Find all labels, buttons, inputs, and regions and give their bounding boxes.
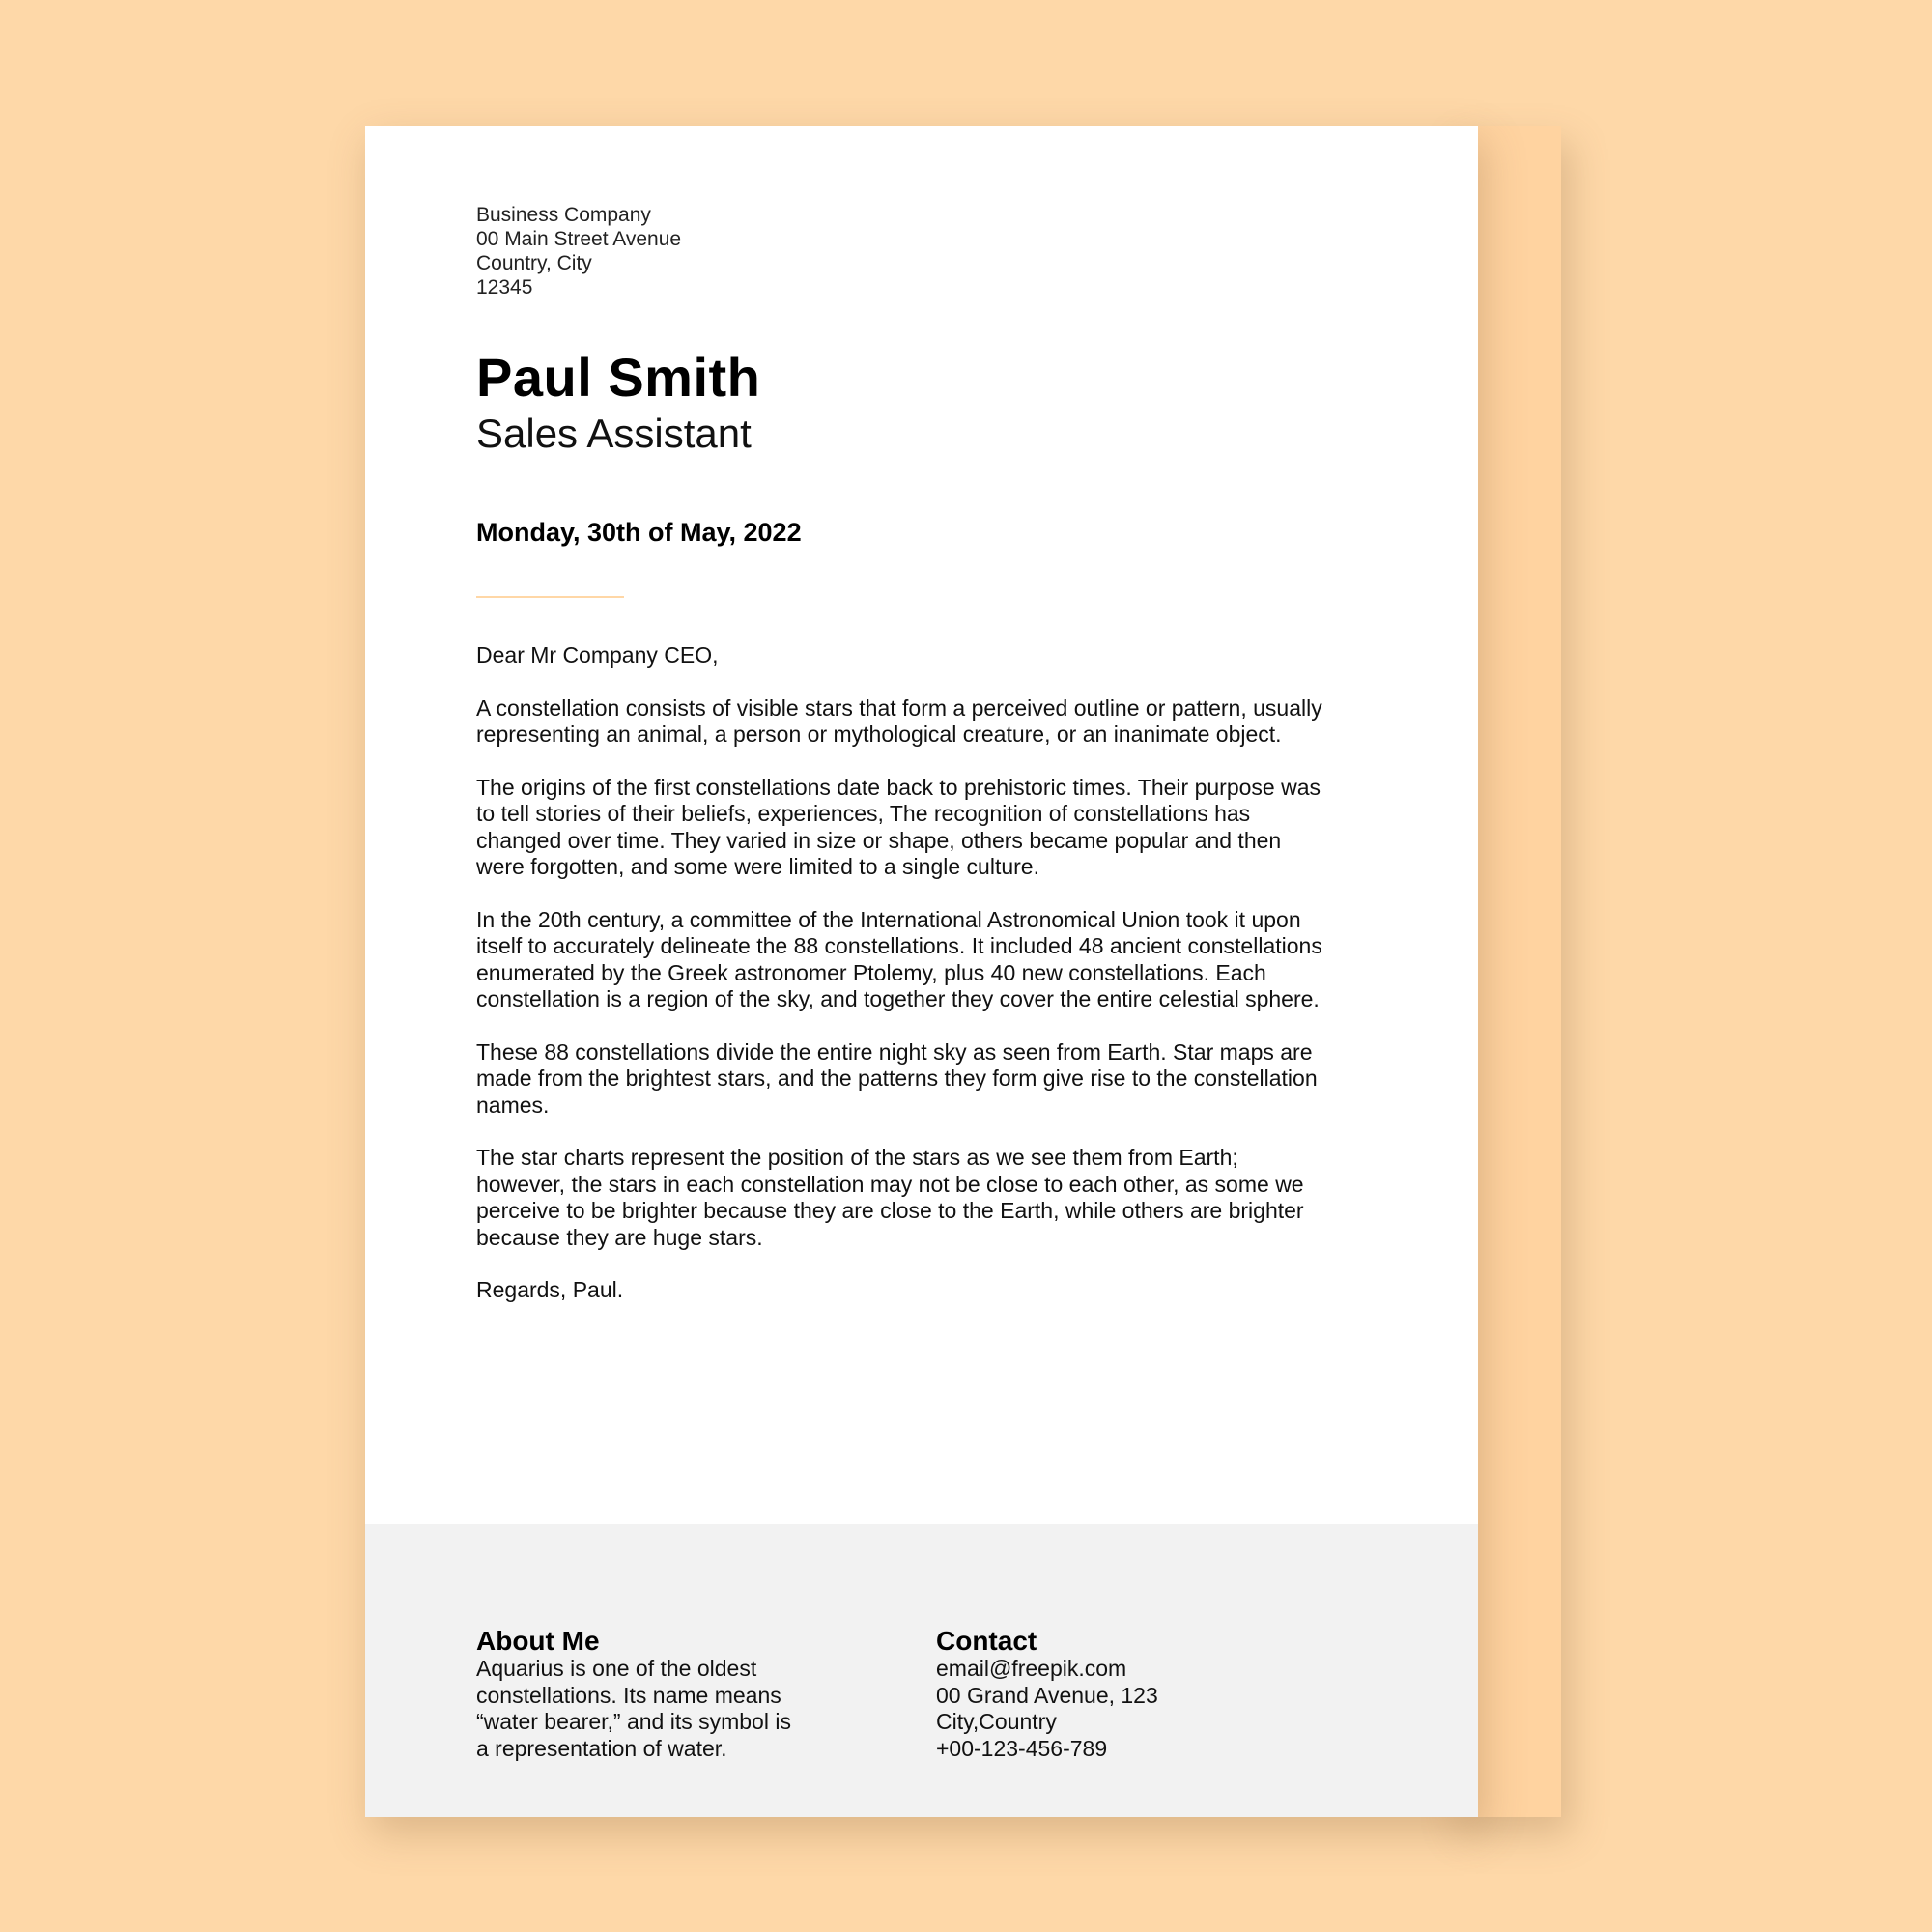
letter-page xyxy=(365,126,1478,1817)
sender-company: Business Company xyxy=(476,204,651,226)
letter-paragraph: These 88 constellations divide the entire night sky as seen from Earth. Star maps are made from the brightest stars, and the patterns they form give rise to the constellation names. xyxy=(476,1038,1318,1118)
sender-street: 00 Main Street Avenue xyxy=(476,228,682,250)
accent-divider xyxy=(476,596,624,598)
contact-email: email@freepik.com xyxy=(936,1656,1127,1681)
contact-phone: +00-123-456-789 xyxy=(936,1735,1108,1761)
letter-paragraph: In the 20th century, a committee of the International Astronomical Union took it upon itself to accurately delineate the 88 constellations. It included 48 ancient constellations enumerated by the Greek astronomer Ptolemy, plus 40 new constellations. Each constellation is a region of the sky, and together they cover the entire celestial sphere. xyxy=(476,906,1322,1011)
about-section xyxy=(476,1627,863,1762)
contact-address: 00 Grand Avenue, 123 xyxy=(936,1682,1158,1708)
author-name: Paul Smith xyxy=(476,347,761,408)
about-line: “water bearer,” and its symbol is xyxy=(476,1709,791,1734)
contact-section xyxy=(936,1627,1322,1762)
letter-paragraph: A constellation consists of visible stars that form a perceived outline or pattern, usually representing an animal, a person or mythological creature, or an inanimate object. xyxy=(476,695,1322,747)
author-job-title: Sales Assistant xyxy=(476,411,752,456)
sender-location: Country, City xyxy=(476,252,592,274)
sender-address xyxy=(476,203,681,299)
contact-heading: Contact xyxy=(936,1626,1037,1656)
about-line: a representation of water. xyxy=(476,1735,727,1761)
sender-postcode: 12345 xyxy=(476,276,533,298)
about-line: constellations. Its name means xyxy=(476,1682,781,1708)
about-line: Aquarius is one of the oldest xyxy=(476,1656,757,1681)
contact-text xyxy=(936,1656,1322,1762)
letter-paragraph: The star charts represent the position of the stars as we see them from Earth; however, the stars in each constellation may not be close to each other, as some we perceive to be brighter because they are close to the Earth, while others are brighter because they are huge stars. xyxy=(476,1145,1304,1250)
contact-city: City,Country xyxy=(936,1709,1057,1734)
letter-date: Monday, 30th of May, 2022 xyxy=(476,518,802,547)
letter-body xyxy=(476,642,1326,1330)
about-text xyxy=(476,1656,863,1762)
letter-paragraph: The origins of the first constellations date back to prehistoric times. Their purpose was to tell stories of their beliefs, experiences, The recognition of constellations has changed over time. They varied in size or shape, others became popular and then were forgotten, and some were limited to a single culture. xyxy=(476,774,1321,879)
letter-footer xyxy=(365,1524,1478,1817)
letter-greeting: Dear Mr Company CEO, xyxy=(476,642,719,668)
about-heading: About Me xyxy=(476,1626,600,1656)
letter-closing: Regards, Paul. xyxy=(476,1277,624,1302)
